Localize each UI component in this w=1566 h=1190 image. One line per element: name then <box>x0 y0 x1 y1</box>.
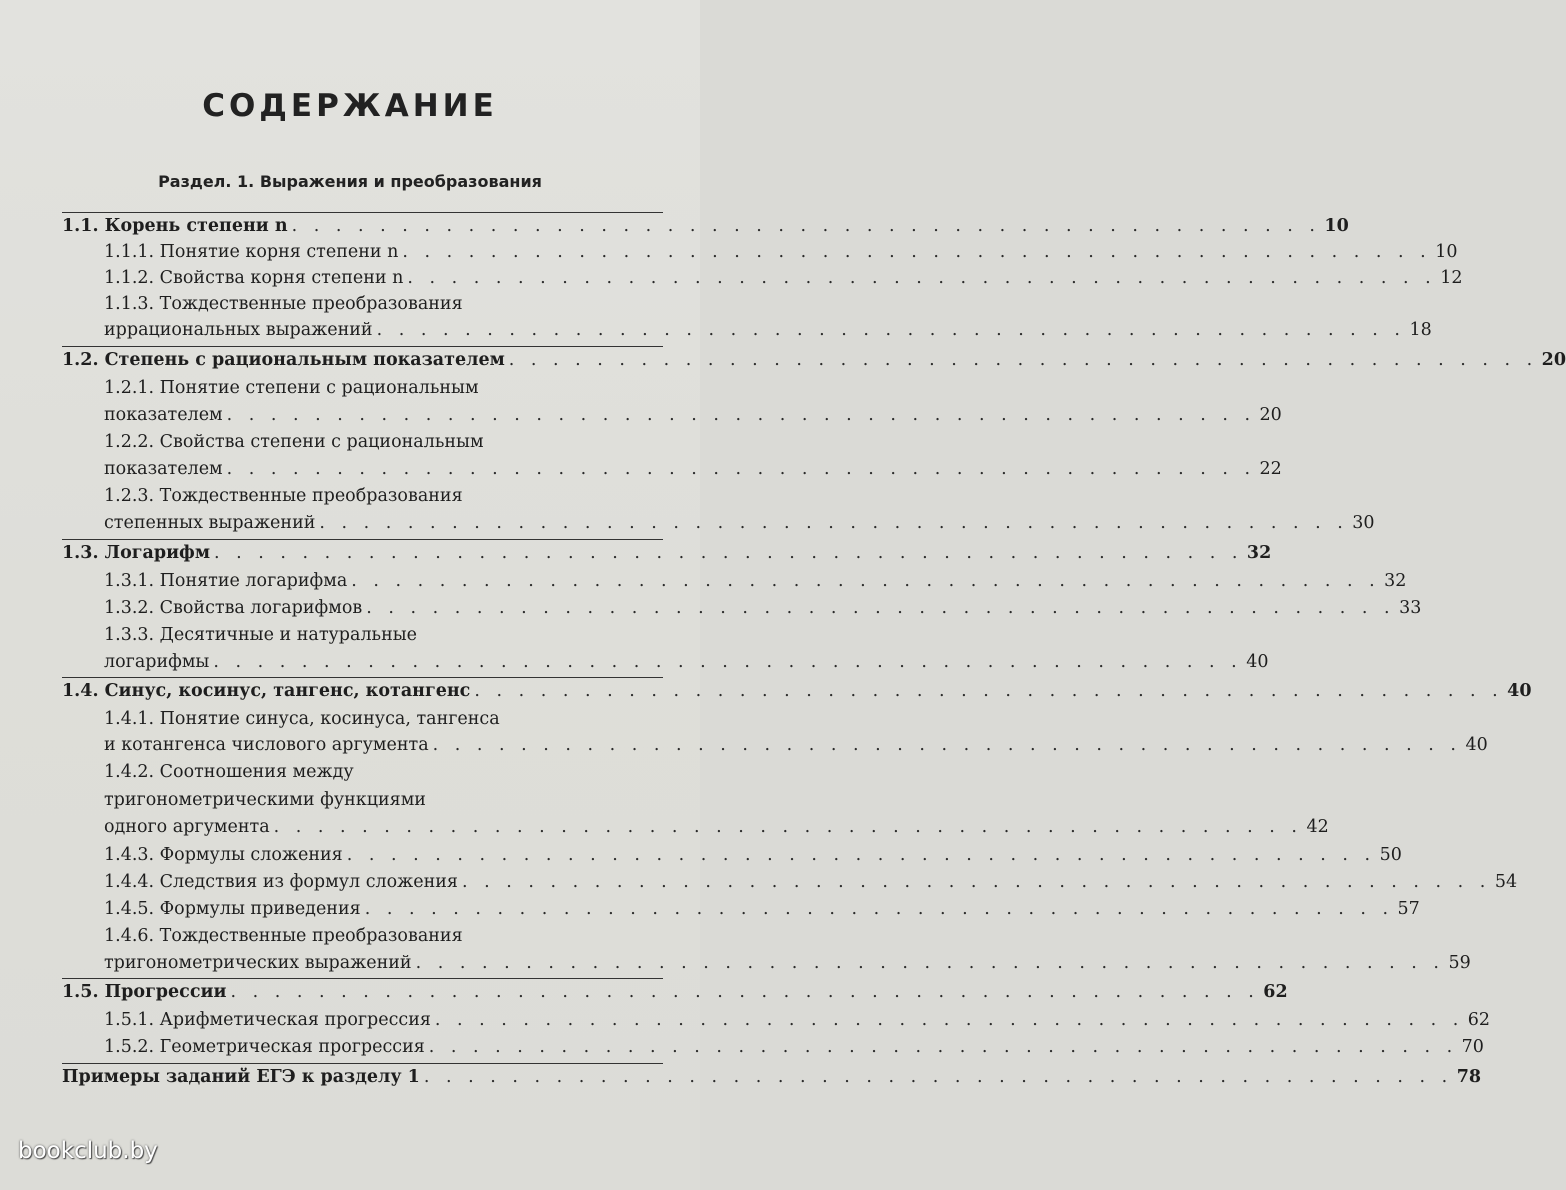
toc-entry-text: 1.4. Синус, косинус, тангенс, котангенс <box>62 681 471 701</box>
toc-page-number: 62 <box>1467 1010 1491 1030</box>
dot-leader: . . . . . . . . . . . . . . . . . . . . . . . . . . . . . . . . . . . . . . . . . . . . . . . <box>508 350 1538 370</box>
dot-leader: . . . . . . . . . . . . . . . . . . . . . . . . . . . . . . . . . . . . . . . . . . . . . . . <box>432 735 1462 755</box>
toc-entry <box>62 950 1471 976</box>
dot-leader: . . . . . . . . . . . . . . . . . . . . . . . . . . . . . . . . . . . . . . . . . . . . . . . <box>461 872 1491 892</box>
toc-entry <box>62 842 1402 868</box>
toc-entry <box>62 213 1349 239</box>
toc-entry-text: показателем <box>104 405 223 425</box>
toc-entry-text: 1.3.1. Понятие логарифма <box>104 571 348 591</box>
toc-entry <box>62 375 663 401</box>
toc-page-number: 78 <box>1456 1067 1482 1087</box>
toc-entry-text: 1.4.6. Тождественные преобразования <box>104 926 463 946</box>
toc-page-number: 50 <box>1379 845 1402 865</box>
toc-entry <box>62 568 1407 594</box>
toc-page-number: 70 <box>1461 1037 1484 1057</box>
dot-leader: . . . . . . . . . . . . . . . . . . . . . . . . . . . . . . . . . . . . . . . . . . . . . . . <box>415 953 1445 973</box>
dot-leader: . . . . . . . . . . . . . . . . . . . . . . . . . . . . . . . . . . . . . . . . . . . . . . . <box>213 652 1243 672</box>
toc-entry-text: одного аргумента <box>104 817 270 837</box>
toc-page-number: 33 <box>1399 598 1422 618</box>
toc-entry-text: Примеры заданий ЕГЭ к разделу 1 <box>62 1067 420 1087</box>
toc-entry-text: показателем <box>104 459 223 479</box>
toc-entry <box>62 869 1518 895</box>
toc-page-number: 59 <box>1448 953 1471 973</box>
toc-entry <box>62 483 663 509</box>
toc-page-number: 12 <box>1440 268 1463 288</box>
toc-entry-text: 1.2.1. Понятие степени с рациональным <box>104 378 479 398</box>
toc-entry-text: 1.3.2. Свойства логарифмов <box>104 598 363 618</box>
toc-page-number: 40 <box>1507 681 1532 701</box>
toc-entry <box>62 265 1463 291</box>
toc-entry <box>62 759 663 785</box>
toc-entry-text: 1.5. Прогрессии <box>62 982 227 1002</box>
toc-entry-text: 1.1. Корень степени n <box>62 216 288 236</box>
dot-leader: . . . . . . . . . . . . . . . . . . . . . . . . . . . . . . . . . . . . . . . . . . . . . . . <box>351 571 1381 591</box>
toc-page-number: 42 <box>1306 817 1329 837</box>
toc-entry-text: и котангенса числового аргумента <box>104 735 429 755</box>
toc-page-number: 40 <box>1465 735 1488 755</box>
toc-entry-text: 1.4.1. Понятие синуса, косинуса, тангенса <box>104 709 500 729</box>
toc-entry <box>62 1034 1484 1060</box>
dot-leader: . . . . . . . . . . . . . . . . . . . . . . . . . . . . . . . . . . . . . . . . . . . . . . . <box>319 513 1349 533</box>
toc-page-number: 32 <box>1384 571 1407 591</box>
toc-entry-text: 1.5.2. Геометрическая прогрессия <box>104 1037 425 1057</box>
toc-entry <box>62 402 1282 428</box>
toc-entry-text: тригонометрическими функциями <box>104 790 426 810</box>
dot-leader: . . . . . . . . . . . . . . . . . . . . . . . . . . . . . . . . . . . . . . . . . . . . . . . <box>226 405 1256 425</box>
toc-page-number: 30 <box>1352 513 1375 533</box>
toc-entry <box>62 347 1566 373</box>
dot-leader: . . . . . . . . . . . . . . . . . . . . . . . . . . . . . . . . . . . . . . . . . . . . . . . <box>273 817 1303 837</box>
dot-leader: . . . . . . . . . . . . . . . . . . . . . . . . . . . . . . . . . . . . . . . . . . . . . . . <box>230 982 1260 1002</box>
section-heading: Раздел. 1. Выражения и преобразования <box>158 172 542 191</box>
dot-leader: . . . . . . . . . . . . . . . . . . . . . . . . . . . . . . . . . . . . . . . . . . . . . . . <box>366 598 1396 618</box>
toc-entry-text: 1.1.1. Понятие корня степени n <box>104 242 399 262</box>
toc-page-number: 10 <box>1435 242 1458 262</box>
toc-entry <box>62 649 1269 675</box>
toc-page-number: 57 <box>1397 899 1420 919</box>
dot-leader: . . . . . . . . . . . . . . . . . . . . . . . . . . . . . . . . . . . . . . . . . . . . . . . <box>474 681 1504 701</box>
toc-entry-text: тригонометрических выражений <box>104 953 412 973</box>
toc-entry <box>62 239 1458 265</box>
toc-entry <box>62 979 1288 1005</box>
toc-entry <box>62 1064 1482 1090</box>
toc-entry-text: иррациональных выражений <box>104 320 373 340</box>
toc-entry <box>62 923 663 949</box>
toc-entry <box>62 732 1488 758</box>
toc-page-number: 20 <box>1259 405 1282 425</box>
toc-entry <box>62 429 663 455</box>
watermark-text: bookclub.by <box>18 1138 158 1164</box>
toc-entry-text: 1.1.2. Свойства корня степени n <box>104 268 404 288</box>
toc-entry <box>62 456 1282 482</box>
toc-page-number: 10 <box>1324 216 1349 236</box>
dot-leader: . . . . . . . . . . . . . . . . . . . . . . . . . . . . . . . . . . . . . . . . . . . . . . . <box>423 1067 1453 1087</box>
toc-entry-text: 1.4.2. Соотношения между <box>104 762 354 782</box>
toc-entry <box>62 317 1432 343</box>
toc-entry-text: 1.4.4. Следствия из формул сложения <box>104 872 458 892</box>
dot-leader: . . . . . . . . . . . . . . . . . . . . . . . . . . . . . . . . . . . . . . . . . . . . . . . <box>407 268 1437 288</box>
toc-entry-text: 1.2.2. Свойства степени с рациональным <box>104 432 484 452</box>
toc-page-number: 22 <box>1259 459 1282 479</box>
toc-entry-text: 1.4.3. Формулы сложения <box>104 845 343 865</box>
toc-entry <box>62 540 1272 566</box>
toc-entry-text: 1.2. Степень с рациональным показателем <box>62 350 505 370</box>
toc-entry <box>62 622 663 648</box>
toc-entry <box>62 1007 1491 1033</box>
toc-entry <box>62 678 1532 704</box>
toc-page-number: 32 <box>1246 543 1272 563</box>
toc-entry-text: 1.3. Логарифм <box>62 543 211 563</box>
toc-entry <box>62 510 1375 536</box>
toc-entry-text: логарифмы <box>104 652 210 672</box>
page-title: СОДЕРЖАНИЕ <box>202 88 498 124</box>
toc-entry <box>62 291 663 317</box>
toc-entry-text: 1.2.3. Тождественные преобразования <box>104 486 463 506</box>
dot-leader: . . . . . . . . . . . . . . . . . . . . . . . . . . . . . . . . . . . . . . . . . . . . . . . <box>428 1037 1458 1057</box>
toc-entry <box>62 896 1420 922</box>
dot-leader: . . . . . . . . . . . . . . . . . . . . . . . . . . . . . . . . . . . . . . . . . . . . . . . <box>364 899 1394 919</box>
toc-entry-text: 1.3.3. Десятичные и натуральные <box>104 625 418 645</box>
toc-entry <box>62 706 663 732</box>
toc-entry-text: 1.4.5. Формулы приведения <box>104 899 361 919</box>
toc-page-number: 18 <box>1409 320 1432 340</box>
toc-page-number: 20 <box>1541 350 1566 370</box>
toc-entry-text: 1.1.3. Тождественные преобразования <box>104 294 463 314</box>
toc-page-number: 54 <box>1494 872 1518 892</box>
toc-entry <box>62 814 1329 840</box>
toc-entry <box>62 787 663 813</box>
dot-leader: . . . . . . . . . . . . . . . . . . . . . . . . . . . . . . . . . . . . . . . . . . . . . . . <box>226 459 1256 479</box>
toc-entry-text: 1.5.1. Арифметическая прогрессия <box>104 1010 431 1030</box>
dot-leader: . . . . . . . . . . . . . . . . . . . . . . . . . . . . . . . . . . . . . . . . . . . . . . . <box>291 216 1321 236</box>
toc-entry <box>62 595 1422 621</box>
dot-leader: . . . . . . . . . . . . . . . . . . . . . . . . . . . . . . . . . . . . . . . . . . . . . . . <box>376 320 1406 340</box>
dot-leader: . . . . . . . . . . . . . . . . . . . . . . . . . . . . . . . . . . . . . . . . . . . . . . . <box>434 1010 1464 1030</box>
dot-leader: . . . . . . . . . . . . . . . . . . . . . . . . . . . . . . . . . . . . . . . . . . . . . . . <box>346 845 1376 865</box>
dot-leader: . . . . . . . . . . . . . . . . . . . . . . . . . . . . . . . . . . . . . . . . . . . . . . . <box>402 242 1432 262</box>
toc-page-number: 40 <box>1246 652 1269 672</box>
dot-leader: . . . . . . . . . . . . . . . . . . . . . . . . . . . . . . . . . . . . . . . . . . . . . . . <box>214 543 1243 563</box>
toc-page-number: 62 <box>1263 982 1288 1002</box>
toc-entry-text: степенных выражений <box>104 513 316 533</box>
